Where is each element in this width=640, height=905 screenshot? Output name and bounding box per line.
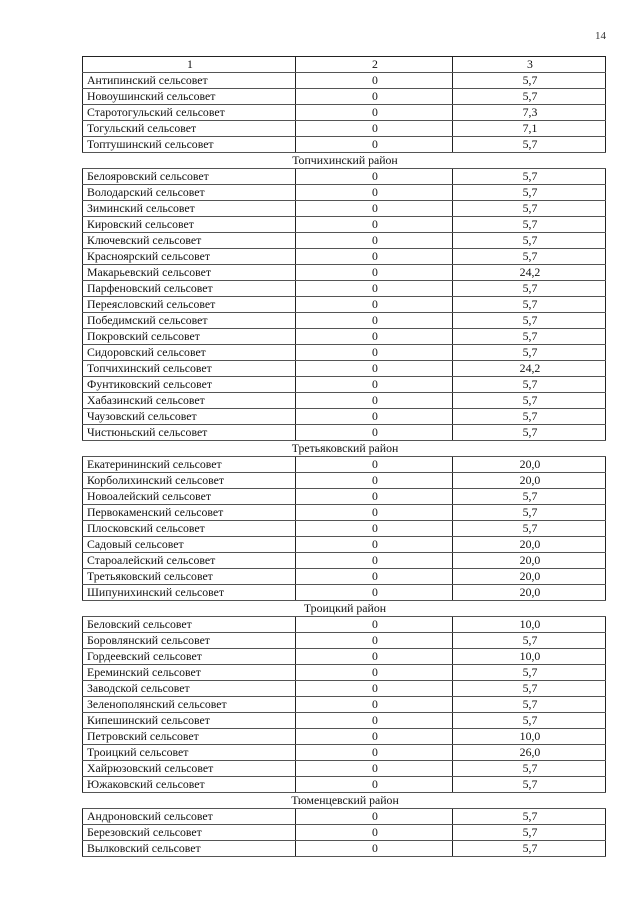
municipality-name: Новоалейский сельсовет — [83, 489, 296, 505]
table-row — [83, 425, 606, 441]
municipality-name: Сидоровский сельсовет — [83, 345, 296, 361]
value-col-2: 0 — [296, 105, 453, 121]
value-col-3: 5,7 — [453, 201, 606, 217]
municipality-name: Ереминский сельсовет — [83, 665, 296, 681]
municipality-name: Победимский сельсовет — [83, 313, 296, 329]
table-row — [83, 329, 606, 345]
value-col-3: 5,7 — [453, 841, 606, 857]
value-col-2: 0 — [296, 89, 453, 105]
value-col-3: 5,7 — [453, 217, 606, 233]
value-col-3: 5,7 — [453, 425, 606, 441]
table-row — [83, 713, 606, 729]
table-header-row — [83, 57, 606, 73]
value-col-2: 0 — [296, 201, 453, 217]
municipality-name: Третьяковский сельсовет — [83, 569, 296, 585]
section-title: Троицкий район — [83, 601, 606, 617]
value-col-2: 0 — [296, 393, 453, 409]
municipality-name: Чистюньский сельсовет — [83, 425, 296, 441]
table-row — [83, 105, 606, 121]
value-col-2: 0 — [296, 809, 453, 825]
value-col-3: 5,7 — [453, 73, 606, 89]
value-col-2: 0 — [296, 825, 453, 841]
table-row — [83, 665, 606, 681]
value-col-3: 5,7 — [453, 377, 606, 393]
municipality-name: Зеленополянский сельсовет — [83, 697, 296, 713]
table-row — [83, 649, 606, 665]
section-heading-row — [83, 441, 606, 457]
table-row — [83, 729, 606, 745]
value-col-2: 0 — [296, 841, 453, 857]
value-col-2: 0 — [296, 345, 453, 361]
value-col-2: 0 — [296, 473, 453, 489]
municipality-name: Хайрюзовский сельсовет — [83, 761, 296, 777]
value-col-2: 0 — [296, 521, 453, 537]
municipality-name: Покровский сельсовет — [83, 329, 296, 345]
municipality-name: Вылковский сельсовет — [83, 841, 296, 857]
value-col-3: 5,7 — [453, 409, 606, 425]
value-col-2: 0 — [296, 777, 453, 793]
municipality-name: Топтушинский сельсовет — [83, 137, 296, 153]
value-col-2: 0 — [296, 313, 453, 329]
value-col-2: 0 — [296, 329, 453, 345]
table-row — [83, 281, 606, 297]
value-col-3: 5,7 — [453, 809, 606, 825]
table-row — [83, 681, 606, 697]
value-col-3: 5,7 — [453, 521, 606, 537]
section-heading-row — [83, 601, 606, 617]
value-col-2: 0 — [296, 729, 453, 745]
municipality-name: Фунтиковский сельсовет — [83, 377, 296, 393]
value-col-3: 5,7 — [453, 313, 606, 329]
table-row — [83, 633, 606, 649]
value-col-3: 5,7 — [453, 697, 606, 713]
value-col-2: 0 — [296, 713, 453, 729]
municipality-name: Старотогульский сельсовет — [83, 105, 296, 121]
municipality-name: Екатерининский сельсовет — [83, 457, 296, 473]
value-col-2: 0 — [296, 681, 453, 697]
value-col-3: 24,2 — [453, 265, 606, 281]
table-row — [83, 489, 606, 505]
value-col-3: 5,7 — [453, 297, 606, 313]
value-col-3: 5,7 — [453, 345, 606, 361]
value-col-2: 0 — [296, 281, 453, 297]
value-col-2: 0 — [296, 537, 453, 553]
table-row — [83, 697, 606, 713]
value-col-3: 5,7 — [453, 249, 606, 265]
municipality-name: Южаковский сельсовет — [83, 777, 296, 793]
value-col-2: 0 — [296, 425, 453, 441]
section-heading-row — [83, 793, 606, 809]
municipality-name: Чаузовский сельсовет — [83, 409, 296, 425]
table-row — [83, 553, 606, 569]
value-col-3: 10,0 — [453, 649, 606, 665]
table-row — [83, 73, 606, 89]
value-col-3: 20,0 — [453, 473, 606, 489]
table-row — [83, 409, 606, 425]
value-col-2: 0 — [296, 489, 453, 505]
table-row — [83, 201, 606, 217]
municipality-name: Беловский сельсовет — [83, 617, 296, 633]
section-title: Топчихинский район — [83, 153, 606, 169]
table-row — [83, 825, 606, 841]
value-col-3: 5,7 — [453, 489, 606, 505]
value-col-3: 5,7 — [453, 393, 606, 409]
table-row — [83, 473, 606, 489]
table-row — [83, 569, 606, 585]
table-row — [83, 249, 606, 265]
municipality-name: Кипешинский сельсовет — [83, 713, 296, 729]
value-col-2: 0 — [296, 169, 453, 185]
table-row — [83, 361, 606, 377]
table-row — [83, 537, 606, 553]
municipality-name: Первокаменский сельсовет — [83, 505, 296, 521]
table-row — [83, 169, 606, 185]
table-row — [83, 457, 606, 473]
municipality-name: Парфеновский сельсовет — [83, 281, 296, 297]
value-col-2: 0 — [296, 361, 453, 377]
value-col-3: 5,7 — [453, 169, 606, 185]
table-row — [83, 393, 606, 409]
municipality-name: Староалейский сельсовет — [83, 553, 296, 569]
value-col-2: 0 — [296, 617, 453, 633]
municipality-name: Антипинский сельсовет — [83, 73, 296, 89]
value-col-2: 0 — [296, 649, 453, 665]
value-col-3: 5,7 — [453, 681, 606, 697]
value-col-2: 0 — [296, 73, 453, 89]
municipality-name: Переясловский сельсовет — [83, 297, 296, 313]
value-col-2: 0 — [296, 377, 453, 393]
municipality-name: Корболихинский сельсовет — [83, 473, 296, 489]
value-col-3: 5,7 — [453, 505, 606, 521]
table-row — [83, 841, 606, 857]
table-row — [83, 185, 606, 201]
column-header-2: 2 — [296, 57, 453, 73]
table-row — [83, 345, 606, 361]
value-col-2: 0 — [296, 249, 453, 265]
column-header-3: 3 — [453, 57, 606, 73]
table-row — [83, 377, 606, 393]
municipality-name: Гордеевский сельсовет — [83, 649, 296, 665]
table-row — [83, 761, 606, 777]
table-row — [83, 505, 606, 521]
municipality-name: Андроновский сельсовет — [83, 809, 296, 825]
value-col-2: 0 — [296, 761, 453, 777]
value-col-2: 0 — [296, 265, 453, 281]
table-row — [83, 745, 606, 761]
value-col-2: 0 — [296, 745, 453, 761]
municipality-name: Хабазинский сельсовет — [83, 393, 296, 409]
value-col-3: 7,3 — [453, 105, 606, 121]
value-col-3: 5,7 — [453, 137, 606, 153]
value-col-2: 0 — [296, 665, 453, 681]
municipality-name: Березовский сельсовет — [83, 825, 296, 841]
value-col-3: 24,2 — [453, 361, 606, 377]
municipality-name: Топчихинский сельсовет — [83, 361, 296, 377]
value-col-3: 10,0 — [453, 617, 606, 633]
municipality-name: Макарьевский сельсовет — [83, 265, 296, 281]
value-col-2: 0 — [296, 569, 453, 585]
municipality-name: Кировский сельсовет — [83, 217, 296, 233]
table-row — [83, 313, 606, 329]
value-col-2: 0 — [296, 633, 453, 649]
municipality-name: Боровлянский сельсовет — [83, 633, 296, 649]
value-col-2: 0 — [296, 697, 453, 713]
municipality-name: Зиминский сельсовет — [83, 201, 296, 217]
table-row — [83, 121, 606, 137]
value-col-2: 0 — [296, 457, 453, 473]
value-col-3: 5,7 — [453, 233, 606, 249]
value-col-3: 5,7 — [453, 89, 606, 105]
section-title: Третьяковский район — [83, 441, 606, 457]
municipality-name: Ключевский сельсовет — [83, 233, 296, 249]
table-row — [83, 137, 606, 153]
value-col-2: 0 — [296, 409, 453, 425]
value-col-3: 20,0 — [453, 537, 606, 553]
table-row — [83, 521, 606, 537]
table-row — [83, 89, 606, 105]
municipality-name: Троицкий сельсовет — [83, 745, 296, 761]
municipality-name: Белояровский сельсовет — [83, 169, 296, 185]
value-col-3: 5,7 — [453, 281, 606, 297]
value-col-3: 5,7 — [453, 185, 606, 201]
municipality-name: Заводской сельсовет — [83, 681, 296, 697]
table-row — [83, 297, 606, 313]
section-title: Тюменцевский район — [83, 793, 606, 809]
table-row — [83, 809, 606, 825]
value-col-2: 0 — [296, 121, 453, 137]
value-col-3: 20,0 — [453, 457, 606, 473]
value-col-3: 7,1 — [453, 121, 606, 137]
table-row — [83, 265, 606, 281]
municipality-name: Плосковский сельсовет — [83, 521, 296, 537]
value-col-3: 5,7 — [453, 825, 606, 841]
value-col-3: 5,7 — [453, 777, 606, 793]
municipality-name: Шипунихинский сельсовет — [83, 585, 296, 601]
value-col-3: 5,7 — [453, 633, 606, 649]
value-col-2: 0 — [296, 585, 453, 601]
value-col-2: 0 — [296, 217, 453, 233]
value-col-2: 0 — [296, 233, 453, 249]
table-row — [83, 617, 606, 633]
municipality-name: Новоушинский сельсовет — [83, 89, 296, 105]
value-col-3: 5,7 — [453, 713, 606, 729]
municipality-name: Садовый сельсовет — [83, 537, 296, 553]
municipality-name: Петровский сельсовет — [83, 729, 296, 745]
municipality-name: Красноярский сельсовет — [83, 249, 296, 265]
value-col-3: 5,7 — [453, 761, 606, 777]
table-row — [83, 233, 606, 249]
section-heading-row — [83, 153, 606, 169]
value-col-3: 10,0 — [453, 729, 606, 745]
value-col-3: 20,0 — [453, 553, 606, 569]
table-row — [83, 217, 606, 233]
value-col-3: 20,0 — [453, 585, 606, 601]
value-col-2: 0 — [296, 137, 453, 153]
value-col-3: 26,0 — [453, 745, 606, 761]
table-row — [83, 777, 606, 793]
value-col-2: 0 — [296, 553, 453, 569]
value-col-3: 20,0 — [453, 569, 606, 585]
value-col-2: 0 — [296, 505, 453, 521]
data-table — [82, 56, 606, 857]
table-row — [83, 585, 606, 601]
page-number: 14 — [595, 30, 606, 42]
municipality-name: Тогульский сельсовет — [83, 121, 296, 137]
column-header-1: 1 — [83, 57, 296, 73]
value-col-2: 0 — [296, 297, 453, 313]
value-col-2: 0 — [296, 185, 453, 201]
value-col-3: 5,7 — [453, 329, 606, 345]
value-col-3: 5,7 — [453, 665, 606, 681]
table-body — [83, 57, 606, 857]
municipality-name: Володарский сельсовет — [83, 185, 296, 201]
